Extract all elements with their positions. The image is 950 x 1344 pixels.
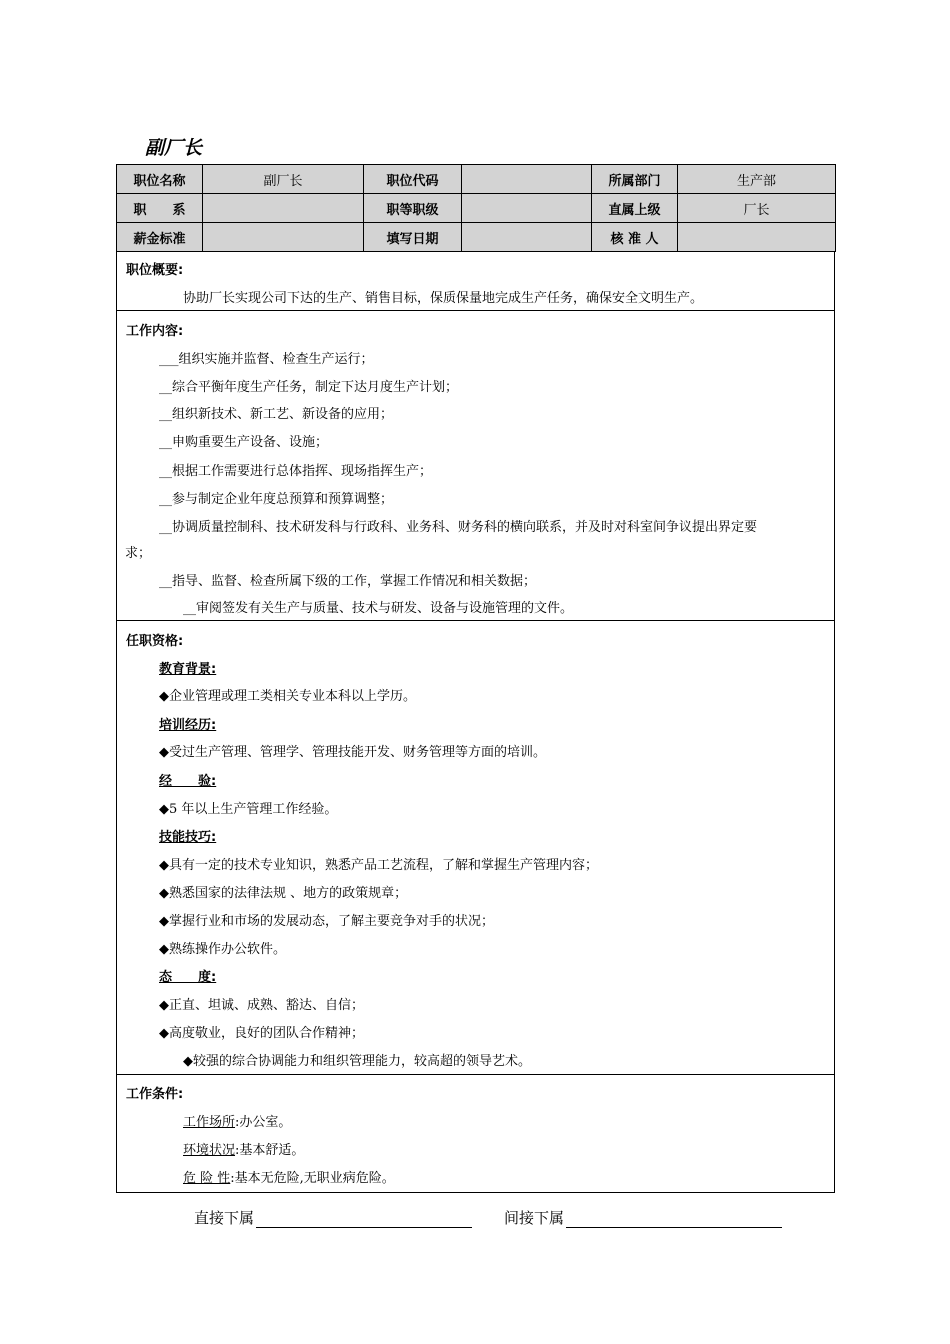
value-cell <box>462 165 592 194</box>
list-item: 求； <box>125 546 152 561</box>
value-cell: 生产部 <box>678 165 836 194</box>
risk-label: 危 险 性 <box>183 1171 231 1186</box>
overview-section <box>116 251 835 311</box>
value-cell <box>678 223 836 252</box>
list-item: __综合平衡年度生产任务，制定下达月度生产计划； <box>159 380 459 395</box>
list-item: __申购重要生产设备、设施； <box>159 435 329 450</box>
value-cell <box>462 194 592 223</box>
list-item: ◆企业管理或理工类相关专业本科以上学历。 <box>159 689 416 704</box>
skills-label: 技能技巧: <box>159 830 217 845</box>
list-item: ◆高度敬业，良好的团队合作精神； <box>159 1026 364 1041</box>
risk-line <box>183 1167 395 1186</box>
list-item: ___组织实施并监督、检查生产运行； <box>159 352 374 367</box>
workplace-line <box>183 1111 291 1130</box>
label-cell: 职位名称 <box>117 165 203 194</box>
experience-label: 经 验: <box>159 774 217 789</box>
indirect-subordinate-label: 间接下属 <box>504 1209 565 1227</box>
value-cell: 副厂长 <box>203 165 364 194</box>
direct-subordinate-field <box>194 1207 472 1228</box>
label-cell: 职位代码 <box>364 165 462 194</box>
page-title: 副厂长 <box>145 137 203 159</box>
environment-value: :基本舒适。 <box>235 1143 305 1158</box>
table-row <box>117 223 836 252</box>
table-row <box>117 165 836 194</box>
environment-line <box>183 1139 304 1158</box>
list-item: ◆具有一定的技术专业知识，熟悉产品工艺流程，了解和掌握生产管理内容； <box>159 858 598 873</box>
value-cell: 厂长 <box>678 194 836 223</box>
list-item: ◆掌握行业和市场的发展动态，了解主要竞争对手的状况； <box>159 914 494 929</box>
value-cell <box>203 194 364 223</box>
qualifications-section <box>116 621 835 1075</box>
environment-label: 环境状况 <box>183 1143 236 1158</box>
list-item: __协调质量控制科、技术研发科与行政科、业务科、财务科的横向联系，并及时对科室间争议提出界定要 <box>159 520 758 535</box>
direct-subordinate-label: 直接下属 <box>194 1209 255 1227</box>
conditions-section <box>116 1075 835 1193</box>
direct-subordinate-blank[interactable] <box>256 1213 472 1228</box>
label-cell: 职 系 <box>117 194 203 223</box>
overview-heading: 职位概要: <box>126 263 184 278</box>
list-item: ◆熟练操作办公软件。 <box>159 942 286 957</box>
table-row <box>117 194 836 223</box>
attitude-label: 态 度: <box>159 970 217 985</box>
value-cell <box>462 223 592 252</box>
label-cell: 直属上级 <box>592 194 678 223</box>
training-label: 培训经历: <box>159 718 217 733</box>
list-item: ◆受过生产管理、管理学、管理技能开发、财务管理等方面的培训。 <box>159 745 546 760</box>
label-cell: 填写日期 <box>364 223 462 252</box>
conditions-heading: 工作条件: <box>126 1087 184 1102</box>
workplace-value: :办公室。 <box>235 1115 292 1130</box>
indirect-subordinate-blank[interactable] <box>566 1213 782 1228</box>
list-item: ◆较强的综合协调能力和组织管理能力，较高超的领导艺术。 <box>183 1054 531 1069</box>
list-item: ◆熟悉国家的法律法规 、地方的政策规章； <box>159 886 408 901</box>
education-label: 教育背景: <box>159 662 217 677</box>
risk-value: :基本无危险,无职业病危险。 <box>230 1171 395 1186</box>
workplace-label: 工作场所 <box>183 1115 236 1130</box>
job-info-table <box>116 164 836 252</box>
list-item: __审阅签发有关生产与质量、技术与研发、设备与设施管理的文件。 <box>183 601 574 616</box>
label-cell: 核 准 人 <box>592 223 678 252</box>
value-cell <box>203 223 364 252</box>
list-item: ◆5 年以上生产管理工作经验。 <box>159 802 338 817</box>
indirect-subordinate-field <box>504 1207 782 1228</box>
label-cell: 薪金标准 <box>117 223 203 252</box>
list-item: __参与制定企业年度总预算和预算调整； <box>159 492 394 507</box>
list-item: __组织新技术、新工艺、新设备的应用； <box>159 407 394 422</box>
list-item: __指导、监督、检查所属下级的工作，掌握工作情况和相关数据； <box>159 574 537 589</box>
label-cell: 所属部门 <box>592 165 678 194</box>
label-cell: 职等职级 <box>364 194 462 223</box>
duties-section <box>116 311 835 621</box>
duties-heading: 工作内容: <box>126 324 184 339</box>
list-item: ◆正直、坦诚、成熟、豁达、自信； <box>159 998 364 1013</box>
qualifications-heading: 任职资格: <box>126 634 184 649</box>
overview-text: 协助厂长实现公司下达的生产、销售目标，保质保量地完成生产任务，确保安全文明生产。 <box>183 291 704 306</box>
list-item: __根据工作需要进行总体指挥、现场指挥生产； <box>159 464 433 479</box>
